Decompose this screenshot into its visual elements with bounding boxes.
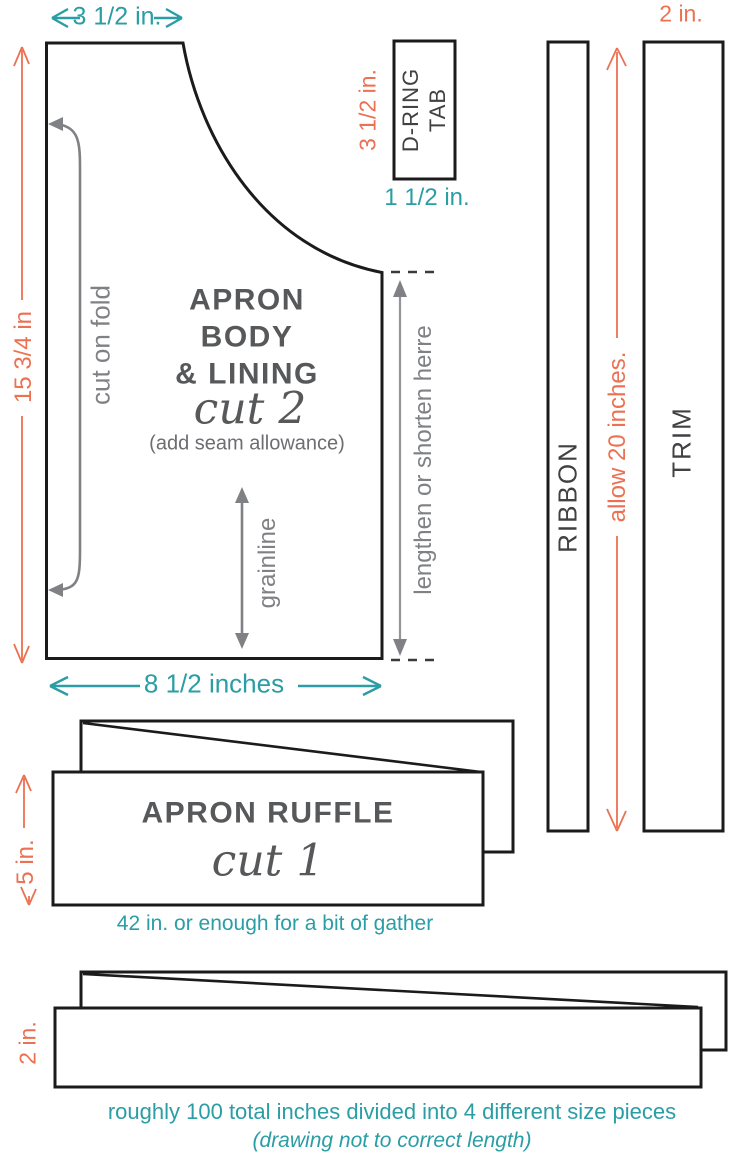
ties-disclaimer-note: (drawing not to correct length) <box>252 1129 532 1152</box>
d-ring-tab-title <box>397 68 451 152</box>
trim-width-label: 2 in. <box>659 0 703 27</box>
ruffle-height-label: 5 in. <box>12 839 39 885</box>
apron-side-height-label: 15 3/4 in <box>10 310 37 404</box>
cut-on-fold-label: cut on fold <box>85 285 116 405</box>
apron-body-title-line1: APRON <box>189 283 305 317</box>
apron-ruffle-cut-label: cut 1 <box>211 835 325 887</box>
ties-outline <box>55 972 726 1087</box>
ribbon-trim-length-label: allow 20 inches. <box>604 351 631 523</box>
apron-bottom-width-label: 8 1/2 inches <box>143 668 285 699</box>
ties-length-note: roughly 100 total inches divided into 4 different size pieces <box>107 1099 677 1124</box>
grainline-label: grainline <box>254 517 281 609</box>
apron-top-width-label: 3 1/2 in. <box>72 2 162 31</box>
d-ring-height-label: 3 1/2 in. <box>354 69 381 151</box>
d-ring-width-label: 1 1/2 in. <box>384 184 470 211</box>
ribbon-outline <box>548 42 588 831</box>
apron-body-cut-label: cut 2 <box>193 383 307 435</box>
d-ring-tab-title-line1: D-RING <box>398 67 423 153</box>
apron-body-title-line3: & LINING <box>175 357 319 391</box>
seam-allowance-note: (add seam allowance) <box>149 432 345 455</box>
apron-ruffle-title: APRON RUFFLE <box>141 796 395 830</box>
ties-height-label: 2 in. <box>14 1021 41 1065</box>
apron-body-title-line2: BODY <box>200 320 294 354</box>
ruffle-length-note: 42 in. or enough for a bit of gather <box>116 912 434 935</box>
trim-title: TRIM <box>666 406 697 478</box>
d-ring-tab-title-line2: TAB <box>425 87 450 133</box>
lengthen-shorten-label: lengthen or shorten herre <box>410 325 437 595</box>
apron-body-title <box>175 282 319 393</box>
ribbon-title: RIBBON <box>552 441 583 553</box>
